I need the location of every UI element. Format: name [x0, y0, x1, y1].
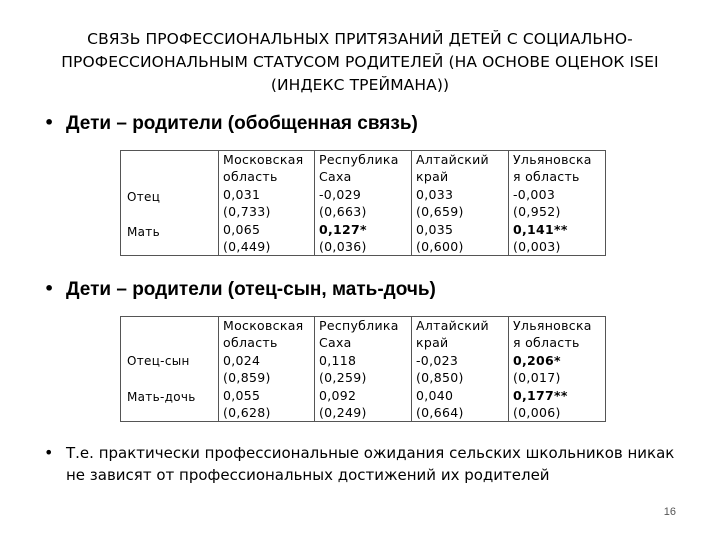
- cell-pvalue: (0,449): [223, 239, 271, 255]
- cell-value: -0,029: [319, 186, 362, 202]
- cell-pvalue: (0,036): [319, 239, 367, 255]
- col-header: Алтайский: [416, 318, 489, 333]
- section2-heading: [44, 279, 436, 301]
- slide-title: [20, 28, 700, 97]
- bullet-icon: •: [44, 113, 55, 132]
- title-line: ПРОФЕССИОНАЛЬНЫМ СТАТУСОМ РОДИТЕЛЕЙ (НА ОСНОВЕ ОЦЕНОК ISEI: [61, 53, 659, 71]
- col-altai: [412, 151, 509, 256]
- cell-pvalue: (0,733): [223, 204, 271, 220]
- cell-value: 0,024: [223, 352, 261, 368]
- col-header: Московская: [223, 152, 304, 167]
- cell-pvalue: (0,952): [513, 204, 561, 220]
- cell-value: 0,040: [416, 387, 454, 403]
- cell-pvalue: (0,003): [513, 239, 561, 255]
- col-header: край: [416, 335, 449, 351]
- row-label-father-son: Отец-сын: [127, 354, 190, 368]
- row-label-mother: Мать: [127, 225, 160, 239]
- table-gender: [120, 316, 606, 422]
- row-labels-cell: [121, 317, 219, 422]
- cell-value: 0,031: [223, 186, 261, 202]
- cell-value: 0,092: [319, 387, 357, 403]
- col-header: я область: [513, 335, 580, 351]
- bullet-icon: •: [44, 443, 54, 462]
- cell-value: 0,033: [416, 186, 454, 202]
- cell-pvalue: (0,850): [416, 370, 464, 386]
- col-header: Саха: [319, 335, 352, 351]
- col-header: Ульяновска: [513, 318, 592, 333]
- col-moscow: [219, 317, 315, 422]
- bullet-icon: •: [44, 279, 55, 298]
- col-header: область: [223, 169, 278, 185]
- page-number: 16: [663, 506, 676, 518]
- cell-pvalue: (0,600): [416, 239, 464, 255]
- col-header: Республика: [319, 152, 399, 167]
- cell-value: 0,118: [319, 352, 357, 368]
- col-sakha: [315, 317, 412, 422]
- cell-pvalue: (0,659): [416, 204, 464, 220]
- cell-value: 0,055: [223, 387, 261, 403]
- cell-pvalue: (0,259): [319, 370, 367, 386]
- col-header: Алтайский: [416, 152, 489, 167]
- cell-pvalue: (0,006): [513, 405, 561, 421]
- cell-pvalue: (0,017): [513, 370, 561, 386]
- col-ulyanovsk: [509, 151, 606, 256]
- section2-heading-text: Дети – родители (отец-сын, мать-дочь): [66, 279, 436, 300]
- col-header: область: [223, 335, 278, 351]
- cell-value: 0,141**: [513, 221, 568, 237]
- cell-pvalue: (0,628): [223, 405, 271, 421]
- col-header: я область: [513, 169, 580, 185]
- cell-value: 0,035: [416, 221, 454, 237]
- cell-pvalue: (0,664): [416, 405, 464, 421]
- col-altai: [412, 317, 509, 422]
- col-header: Ульяновска: [513, 152, 592, 167]
- cell-value: -0,003: [513, 186, 556, 202]
- title-line: СВЯЗЬ ПРОФЕССИОНАЛЬНЫХ ПРИТЯЗАНИЙ ДЕТЕЙ С СОЦИАЛЬНО-: [87, 30, 633, 48]
- col-header: Московская: [223, 318, 304, 333]
- cell-value: 0,127*: [319, 221, 367, 237]
- col-ulyanovsk: [509, 317, 606, 422]
- cell-value: 0,065: [223, 221, 261, 237]
- col-sakha: [315, 151, 412, 256]
- cell-pvalue: (0,663): [319, 204, 367, 220]
- cell-value: -0,023: [416, 352, 459, 368]
- table-general: [120, 150, 606, 256]
- cell-value: 0,206*: [513, 352, 561, 368]
- section1-heading: [44, 113, 418, 135]
- col-moscow: [219, 151, 315, 256]
- row-label-father: Отец: [127, 190, 161, 204]
- col-header: Республика: [319, 318, 399, 333]
- section1-heading-text: Дети – родители (обобщенная связь): [66, 113, 418, 134]
- title-line: (ИНДЕКС ТРЕЙМАНА)): [270, 76, 450, 94]
- conclusion: [44, 442, 686, 486]
- col-header: Саха: [319, 169, 352, 185]
- cell-pvalue: (0,249): [319, 405, 367, 421]
- row-labels-cell: [121, 151, 219, 256]
- col-header: край: [416, 169, 449, 185]
- cell-pvalue: (0,859): [223, 370, 271, 386]
- row-label-mother-daughter: Мать-дочь: [127, 390, 196, 404]
- cell-value: 0,177**: [513, 387, 568, 403]
- conclusion-text: Т.е. практически профессиональные ожидания сельских школьников никак не зависят от профессиональных достижений их родителей: [66, 444, 675, 484]
